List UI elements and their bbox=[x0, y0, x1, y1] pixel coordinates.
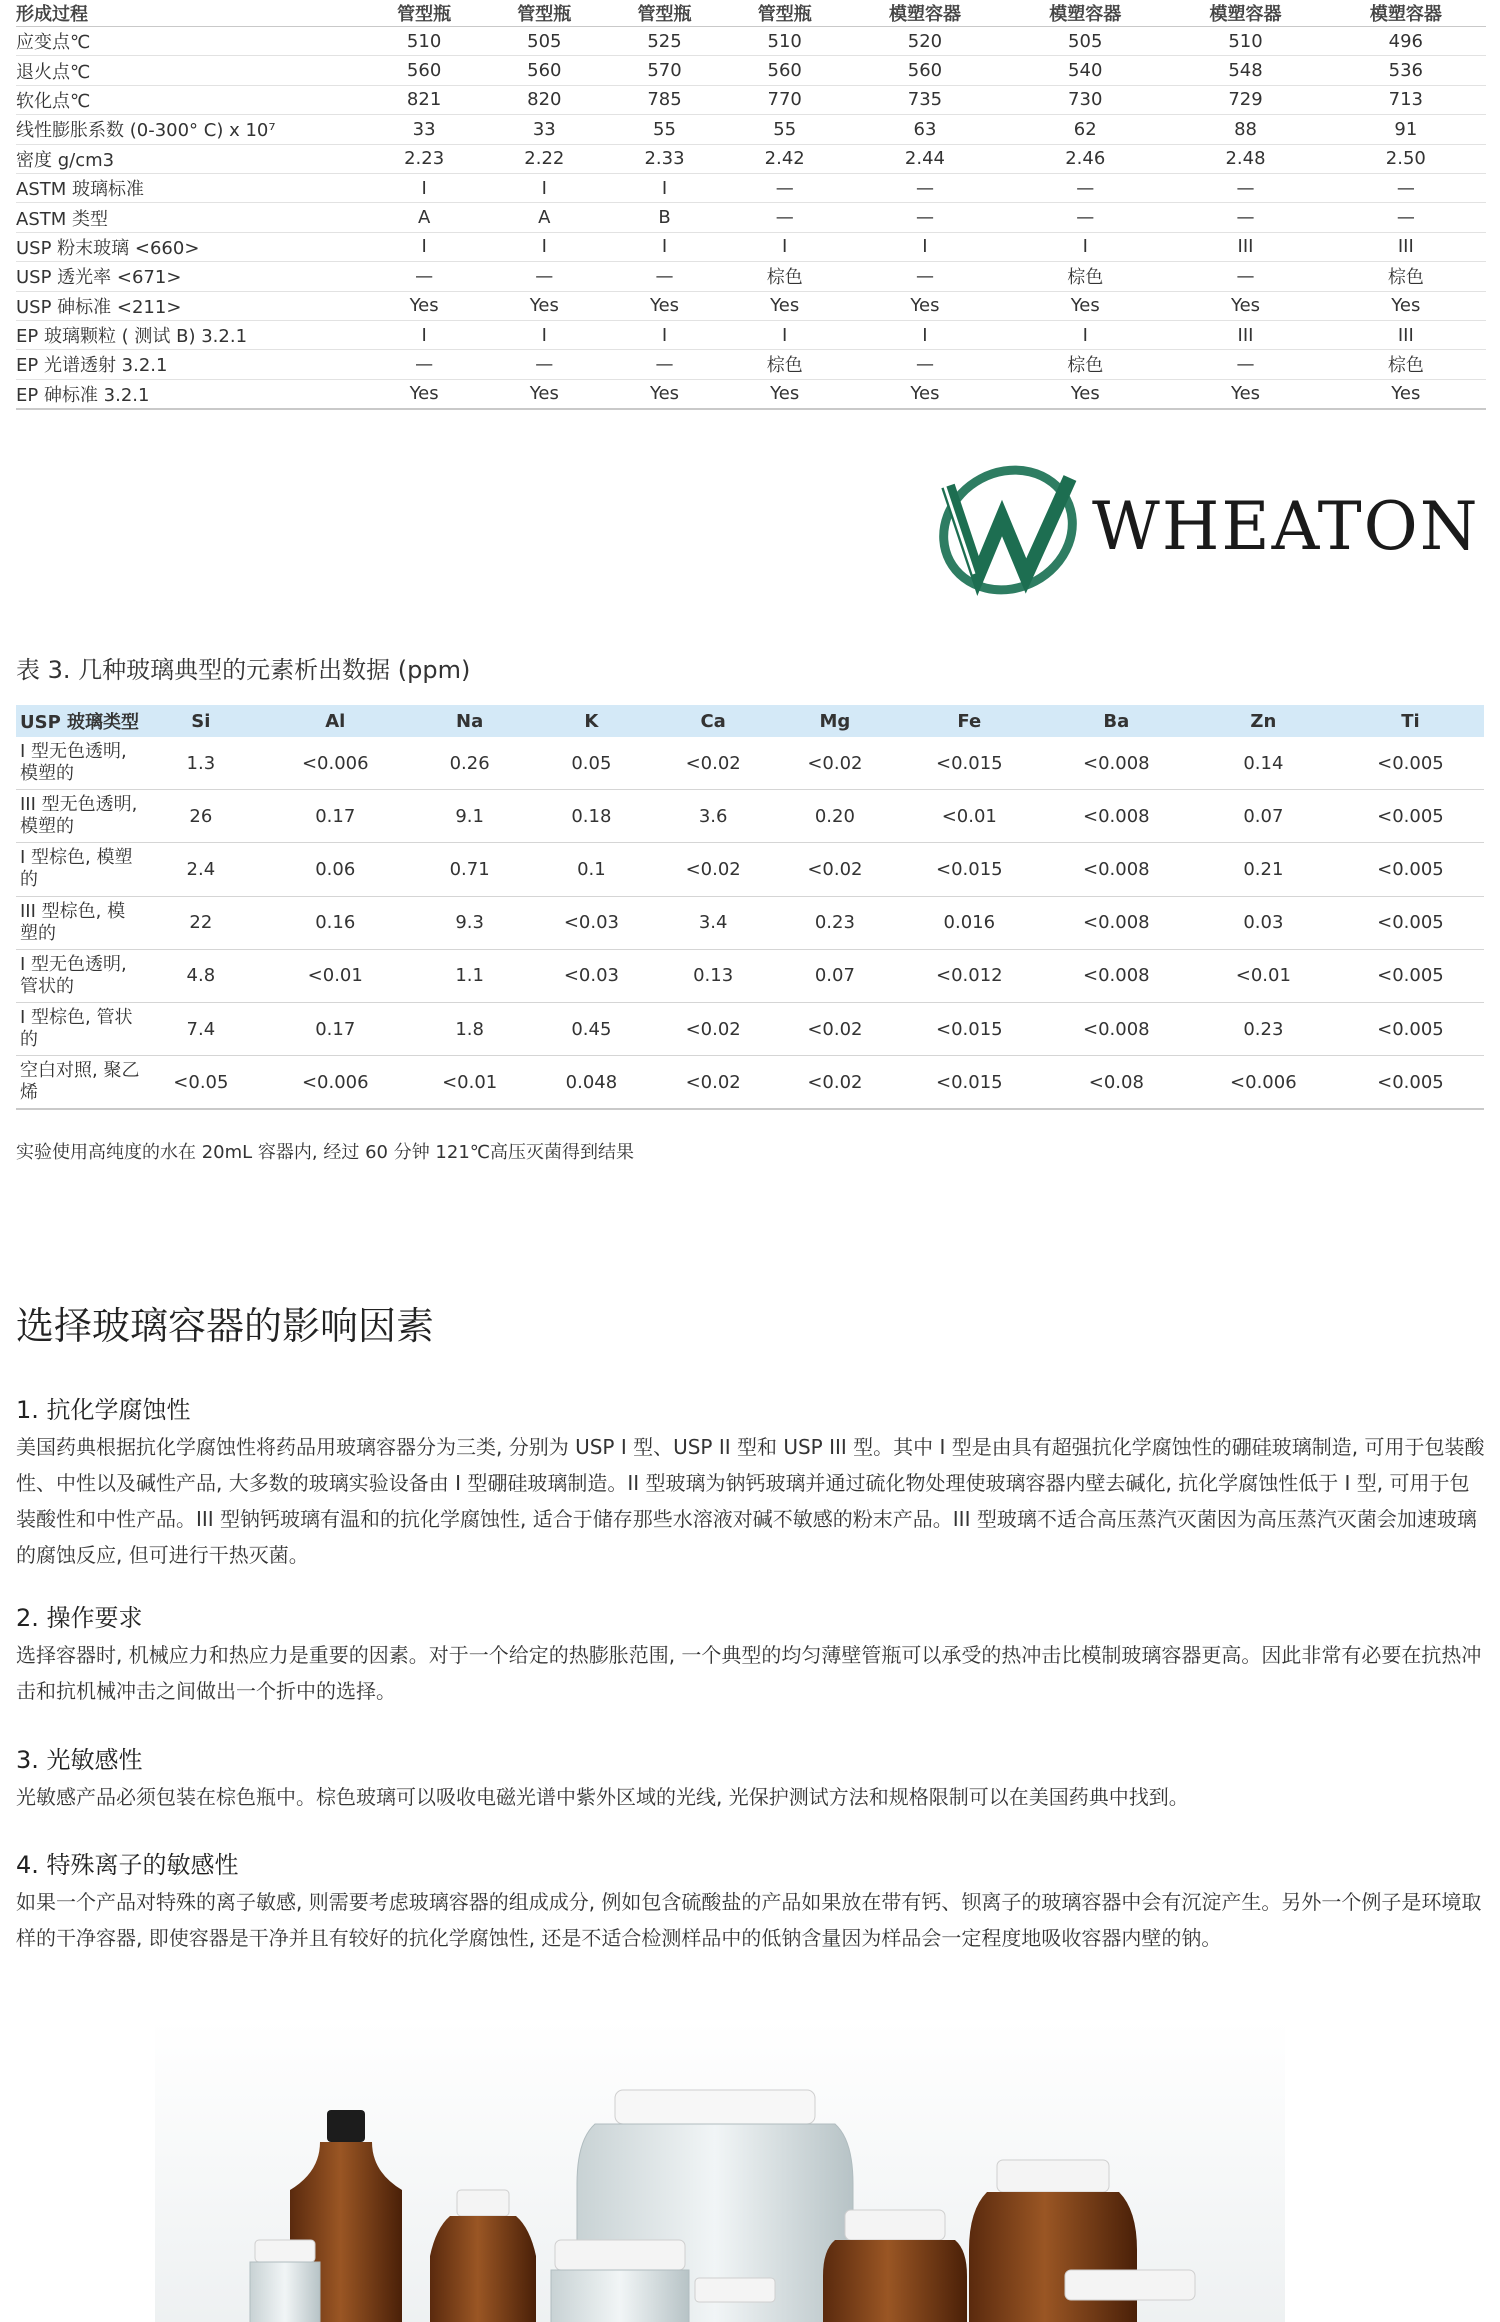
table-cell: 棕色 bbox=[1005, 350, 1165, 379]
row-label: 线性膨胀系数 (0-300° C) x 10⁷ bbox=[16, 115, 364, 144]
table-cell: — bbox=[364, 350, 484, 379]
table-cell: I bbox=[1005, 232, 1165, 261]
table-cell: <0.008 bbox=[1043, 1002, 1190, 1055]
factor-heading: 1. 抗化学腐蚀性 bbox=[16, 1396, 191, 1424]
table-cell: — bbox=[845, 203, 1005, 232]
wheaton-logo-mark-icon bbox=[930, 458, 1080, 598]
table-cell: <0.05 bbox=[140, 1056, 262, 1110]
table-cell: 0.21 bbox=[1190, 843, 1337, 896]
table-cell: — bbox=[604, 350, 724, 379]
table-cell: 548 bbox=[1165, 56, 1325, 85]
table-cell: <0.006 bbox=[262, 737, 409, 790]
table-cell: 55 bbox=[604, 115, 724, 144]
table3-note: 实验使用高纯度的水在 20mL 容器内, 经过 60 分钟 121℃高压灭菌得到结果 bbox=[16, 1142, 634, 1163]
table-cell: 510 bbox=[1165, 27, 1325, 56]
factor-body: 如果一个产品对特殊的离子敏感, 则需要考虑玻璃容器的组成成分, 例如包含硫酸盐的产品如果放在带有钙、钡离子的玻璃容器中会有沉淀产生。另外一个例子是环境取样的干净容器, 即使容器是干净并且有较好的抗化学腐蚀性, 还是不适合检测样品中的低钠含量因为样品会一定程度地吸收容器内壁的钠。 bbox=[16, 1890, 1482, 1950]
table-cell: 7.4 bbox=[140, 1002, 262, 1055]
table-row bbox=[16, 262, 1486, 291]
table-cell: <0.08 bbox=[1043, 1056, 1190, 1110]
table-cell: <0.02 bbox=[652, 1056, 774, 1110]
table-cell: 0.05 bbox=[531, 737, 653, 790]
table-cell: A bbox=[484, 203, 604, 232]
table-cell: 505 bbox=[484, 27, 604, 56]
table-cell: 1.3 bbox=[140, 737, 262, 790]
table-cell: — bbox=[1326, 173, 1486, 202]
table-cell: <0.015 bbox=[896, 737, 1043, 790]
table-cell: 496 bbox=[1326, 27, 1486, 56]
table-row bbox=[16, 144, 1486, 173]
table-cell: — bbox=[1005, 203, 1165, 232]
table-cell: Yes bbox=[364, 291, 484, 320]
table-cell: <0.005 bbox=[1337, 790, 1484, 843]
table-cell: 785 bbox=[604, 85, 724, 114]
table-cell: I bbox=[604, 320, 724, 349]
table-cell: I bbox=[725, 320, 845, 349]
table-cell: <0.03 bbox=[531, 896, 653, 949]
row-label: III 型无色透明, 模塑的 bbox=[16, 790, 140, 843]
table-cell: 0.45 bbox=[531, 1002, 653, 1055]
column-header: 管型瓶 bbox=[725, 0, 845, 27]
factor-heading: 2. 操作要求 bbox=[16, 1604, 143, 1632]
table-cell: I bbox=[484, 173, 604, 202]
table-cell: 560 bbox=[364, 56, 484, 85]
table-cell: — bbox=[725, 203, 845, 232]
column-header-element: Al bbox=[262, 705, 409, 737]
row-label: USP 粉末玻璃 <660> bbox=[16, 232, 364, 261]
table-cell: <0.01 bbox=[1190, 949, 1337, 1002]
column-header-property: 形成过程 bbox=[16, 0, 364, 27]
table-cell: <0.008 bbox=[1043, 896, 1190, 949]
table-cell: 2.48 bbox=[1165, 144, 1325, 173]
table-cell: 2.33 bbox=[604, 144, 724, 173]
row-label: USP 砷标准 <211> bbox=[16, 291, 364, 320]
table-cell: 33 bbox=[364, 115, 484, 144]
table-cell: 0.17 bbox=[262, 1002, 409, 1055]
table-cell: Yes bbox=[1005, 291, 1165, 320]
table-cell: 505 bbox=[1005, 27, 1165, 56]
table-cell: <0.01 bbox=[896, 790, 1043, 843]
row-label: 退火点℃ bbox=[16, 56, 364, 85]
table-cell: 2.22 bbox=[484, 144, 604, 173]
row-label: 密度 g/cm3 bbox=[16, 144, 364, 173]
table-cell: 0.17 bbox=[262, 790, 409, 843]
glass-properties-body bbox=[16, 27, 1486, 410]
table-row bbox=[16, 27, 1486, 56]
element-extraction-header bbox=[16, 705, 1484, 737]
table-cell: <0.02 bbox=[652, 843, 774, 896]
table-row bbox=[16, 85, 1486, 114]
table-cell: III bbox=[1326, 320, 1486, 349]
row-label: III 型棕色, 模塑的 bbox=[16, 896, 140, 949]
table-cell: 510 bbox=[364, 27, 484, 56]
factor-ion-sensitivity bbox=[16, 1845, 1486, 1956]
glass-properties-header bbox=[16, 0, 1486, 27]
table-cell: Yes bbox=[1326, 291, 1486, 320]
table-cell: I bbox=[604, 173, 724, 202]
table-cell: Yes bbox=[1326, 379, 1486, 409]
table-cell: Yes bbox=[604, 379, 724, 409]
table-cell: 1.8 bbox=[409, 1002, 531, 1055]
table-cell: 55 bbox=[725, 115, 845, 144]
table-cell: 560 bbox=[845, 56, 1005, 85]
table-cell: 0.18 bbox=[531, 790, 653, 843]
table-cell: I bbox=[845, 232, 1005, 261]
table-cell: 510 bbox=[725, 27, 845, 56]
column-header-element: Ca bbox=[652, 705, 774, 737]
table-cell: — bbox=[725, 173, 845, 202]
table-row bbox=[16, 173, 1486, 202]
clear-jar-left bbox=[250, 2240, 320, 2322]
table-cell: 22 bbox=[140, 896, 262, 949]
row-label: I 型无色透明, 模塑的 bbox=[16, 737, 140, 790]
table-cell: I bbox=[364, 232, 484, 261]
table-cell: 棕色 bbox=[1326, 262, 1486, 291]
table-cell: — bbox=[845, 173, 1005, 202]
table-cell: 3.6 bbox=[652, 790, 774, 843]
bottles-illustration bbox=[155, 2020, 1285, 2322]
table-cell: 729 bbox=[1165, 85, 1325, 114]
table-cell: — bbox=[845, 262, 1005, 291]
column-header: 管型瓶 bbox=[364, 0, 484, 27]
table-cell: <0.02 bbox=[774, 843, 896, 896]
table-cell: 0.07 bbox=[1190, 790, 1337, 843]
table-cell: Yes bbox=[364, 379, 484, 409]
table-cell: — bbox=[364, 262, 484, 291]
table-cell: 570 bbox=[604, 56, 724, 85]
row-label: ASTM 类型 bbox=[16, 203, 364, 232]
table-cell: <0.008 bbox=[1043, 790, 1190, 843]
row-label: I 型无色透明, 管状的 bbox=[16, 949, 140, 1002]
table-cell: 540 bbox=[1005, 56, 1165, 85]
table-cell: — bbox=[604, 262, 724, 291]
table-cell: 2.42 bbox=[725, 144, 845, 173]
table-cell: 91 bbox=[1326, 115, 1486, 144]
table-cell: 713 bbox=[1326, 85, 1486, 114]
table-cell: — bbox=[1326, 203, 1486, 232]
table-cell: <0.005 bbox=[1337, 1002, 1484, 1055]
column-header-element: K bbox=[531, 705, 653, 737]
table-cell: — bbox=[484, 350, 604, 379]
table-cell: 63 bbox=[845, 115, 1005, 144]
table-row bbox=[16, 320, 1486, 349]
table-cell: Yes bbox=[845, 379, 1005, 409]
column-header: 管型瓶 bbox=[604, 0, 724, 27]
table-cell: 0.71 bbox=[409, 843, 531, 896]
table-cell: 2.44 bbox=[845, 144, 1005, 173]
row-label: 应变点℃ bbox=[16, 27, 364, 56]
table-row bbox=[16, 115, 1486, 144]
table-cell: 0.14 bbox=[1190, 737, 1337, 790]
table-row bbox=[16, 1002, 1484, 1055]
table-cell: — bbox=[1005, 173, 1165, 202]
table-cell: 3.4 bbox=[652, 896, 774, 949]
table-cell: Yes bbox=[484, 379, 604, 409]
table-cell: 560 bbox=[725, 56, 845, 85]
table-cell: <0.015 bbox=[896, 1056, 1043, 1110]
column-header-element: Zn bbox=[1190, 705, 1337, 737]
table-cell: A bbox=[364, 203, 484, 232]
table-cell: 棕色 bbox=[1005, 262, 1165, 291]
table-cell: — bbox=[1165, 173, 1325, 202]
table-cell: 33 bbox=[484, 115, 604, 144]
table-cell: <0.005 bbox=[1337, 737, 1484, 790]
row-label: 软化点℃ bbox=[16, 85, 364, 114]
table-cell: B bbox=[604, 203, 724, 232]
element-extraction-body bbox=[16, 737, 1484, 1109]
table-cell: — bbox=[1165, 203, 1325, 232]
table-cell: — bbox=[845, 350, 1005, 379]
table-cell: I bbox=[845, 320, 1005, 349]
table-cell: <0.01 bbox=[409, 1056, 531, 1110]
row-label: EP 光谱透射 3.2.1 bbox=[16, 350, 364, 379]
wheaton-logo bbox=[930, 458, 1480, 598]
table-cell: 0.13 bbox=[652, 949, 774, 1002]
table-cell: 4.8 bbox=[140, 949, 262, 1002]
table-cell: 735 bbox=[845, 85, 1005, 114]
table-cell: 0.06 bbox=[262, 843, 409, 896]
factor-body: 选择容器时, 机械应力和热应力是重要的因素。对于一个给定的热膨胀范围, 一个典型的均匀薄壁管瓶可以承受的热冲击比模制玻璃容器更高。因此非常有必要在抗热冲击和抗机械冲击之间做出一个折中的选择。 bbox=[16, 1643, 1482, 1703]
row-label: 空白对照, 聚乙烯 bbox=[16, 1056, 140, 1110]
table-cell: <0.008 bbox=[1043, 843, 1190, 896]
table-row bbox=[16, 737, 1484, 790]
table-cell: Yes bbox=[604, 291, 724, 320]
table-row bbox=[16, 350, 1486, 379]
table-cell: Yes bbox=[725, 291, 845, 320]
table-cell: 2.4 bbox=[140, 843, 262, 896]
table-cell: 2.23 bbox=[364, 144, 484, 173]
table-cell: I bbox=[364, 320, 484, 349]
column-header-element: Ba bbox=[1043, 705, 1190, 737]
table-cell: 770 bbox=[725, 85, 845, 114]
table-cell: 棕色 bbox=[1326, 350, 1486, 379]
table-cell: — bbox=[1165, 350, 1325, 379]
table-cell: Yes bbox=[1165, 291, 1325, 320]
column-header: 模塑容器 bbox=[1326, 0, 1486, 27]
column-header-element: Ti bbox=[1337, 705, 1484, 737]
column-header: 管型瓶 bbox=[484, 0, 604, 27]
row-label: I 型棕色, 管状的 bbox=[16, 1002, 140, 1055]
table-cell: 棕色 bbox=[725, 350, 845, 379]
table3-caption: 表 3. 几种玻璃典型的元素析出数据 (ppm) bbox=[16, 656, 471, 684]
table-cell: Yes bbox=[484, 291, 604, 320]
table-cell: 9.3 bbox=[409, 896, 531, 949]
table-cell: Yes bbox=[725, 379, 845, 409]
table-cell: Yes bbox=[845, 291, 1005, 320]
table-cell: 525 bbox=[604, 27, 724, 56]
table-cell: Yes bbox=[1165, 379, 1325, 409]
table-cell: 821 bbox=[364, 85, 484, 114]
table-cell: <0.012 bbox=[896, 949, 1043, 1002]
table-cell: 820 bbox=[484, 85, 604, 114]
table-cell: 520 bbox=[845, 27, 1005, 56]
factor-body: 光敏感产品必须包装在棕色瓶中。棕色玻璃可以吸收电磁光谱中紫外区域的光线, 光保护测试方法和规格限制可以在美国药典中找到。 bbox=[16, 1785, 1189, 1809]
table-cell: <0.02 bbox=[774, 737, 896, 790]
column-header-element: Si bbox=[140, 705, 262, 737]
table-cell: 0.20 bbox=[774, 790, 896, 843]
table-cell: Yes bbox=[1005, 379, 1165, 409]
column-header: 模塑容器 bbox=[845, 0, 1005, 27]
table-row bbox=[16, 896, 1484, 949]
table-cell: <0.005 bbox=[1337, 843, 1484, 896]
table-cell: 0.16 bbox=[262, 896, 409, 949]
factor-handling bbox=[16, 1598, 1486, 1709]
table-cell: I bbox=[364, 173, 484, 202]
column-header: 模塑容器 bbox=[1165, 0, 1325, 27]
table-cell: 560 bbox=[484, 56, 604, 85]
table-cell: <0.006 bbox=[262, 1056, 409, 1110]
table-row bbox=[16, 843, 1484, 896]
row-label: ASTM 玻璃标准 bbox=[16, 173, 364, 202]
table-cell: — bbox=[1165, 262, 1325, 291]
table-cell: 88 bbox=[1165, 115, 1325, 144]
factor-chemical-resistance bbox=[16, 1390, 1486, 1573]
table-cell: 0.23 bbox=[774, 896, 896, 949]
wheaton-logo-text: WHEATON bbox=[1092, 488, 1480, 565]
table-row bbox=[16, 291, 1486, 320]
table-cell: I bbox=[484, 320, 604, 349]
factor-body: 美国药典根据抗化学腐蚀性将药品用玻璃容器分为三类, 分别为 USP I 型、USP II 型和 USP III 型。其中 I 型是由具有超强抗化学腐蚀性的硼硅玻璃制造, 可用于包装酸性、中性以及碱性产品, 大多数的玻璃实验设备由 I 型硼硅玻璃制造。II 型玻璃为钠钙玻璃并通过硫化物处理使玻璃容器内壁去碱化, 抗化学腐蚀性低于 I 型, 可用于包装酸性和中性产品。III 型钠钙玻璃有温和的抗化学腐蚀性, 适合于储存那些水溶液对碱不敏感的粉末产品。III 型玻璃不适合高压蒸汽灭菌因为高压蒸汽灭菌会加速玻璃的腐蚀反应, 但可进行干热灭菌。 bbox=[16, 1435, 1485, 1567]
table-cell: III bbox=[1326, 232, 1486, 261]
table-cell: 536 bbox=[1326, 56, 1486, 85]
table-cell: <0.005 bbox=[1337, 1056, 1484, 1110]
table-cell: 730 bbox=[1005, 85, 1165, 114]
table-cell: <0.02 bbox=[774, 1002, 896, 1055]
clear-jar-small bbox=[551, 2240, 689, 2322]
amber-jar-wide bbox=[823, 2210, 967, 2322]
table-cell: I bbox=[725, 232, 845, 261]
table-row bbox=[16, 379, 1486, 409]
table-row bbox=[16, 203, 1486, 232]
table-cell: I bbox=[484, 232, 604, 261]
table-cell: I bbox=[1005, 320, 1165, 349]
section-title: 选择玻璃容器的影响因素 bbox=[16, 1304, 435, 1348]
table-cell: 0.048 bbox=[531, 1056, 653, 1110]
column-header: 模塑容器 bbox=[1005, 0, 1165, 27]
column-header-element: Mg bbox=[774, 705, 896, 737]
row-label: EP 砷标准 3.2.1 bbox=[16, 379, 364, 409]
table-cell: — bbox=[484, 262, 604, 291]
table-cell: <0.02 bbox=[774, 1056, 896, 1110]
table-cell: I bbox=[604, 232, 724, 261]
table-cell: 0.07 bbox=[774, 949, 896, 1002]
table-cell: 9.1 bbox=[409, 790, 531, 843]
table-cell: <0.008 bbox=[1043, 949, 1190, 1002]
table-cell: 0.03 bbox=[1190, 896, 1337, 949]
table-cell: <0.02 bbox=[652, 1002, 774, 1055]
table-cell: <0.03 bbox=[531, 949, 653, 1002]
column-header-element: Na bbox=[409, 705, 531, 737]
glass-bottles-photo bbox=[155, 2020, 1285, 2322]
table-cell: 0.23 bbox=[1190, 1002, 1337, 1055]
table-cell: <0.005 bbox=[1337, 949, 1484, 1002]
table-cell: 26 bbox=[140, 790, 262, 843]
table-cell: <0.02 bbox=[652, 737, 774, 790]
table-row bbox=[16, 1056, 1484, 1110]
table-cell: 0.26 bbox=[409, 737, 531, 790]
row-label: I 型棕色, 模塑的 bbox=[16, 843, 140, 896]
table-cell: <0.005 bbox=[1337, 896, 1484, 949]
table-cell: <0.015 bbox=[896, 843, 1043, 896]
table-row bbox=[16, 790, 1484, 843]
table-row bbox=[16, 56, 1486, 85]
factor-heading: 3. 光敏感性 bbox=[16, 1746, 143, 1774]
table-cell: 2.46 bbox=[1005, 144, 1165, 173]
table-cell: <0.01 bbox=[262, 949, 409, 1002]
table-cell: 2.50 bbox=[1326, 144, 1486, 173]
table-cell: <0.006 bbox=[1190, 1056, 1337, 1110]
table-cell: 棕色 bbox=[725, 262, 845, 291]
row-label: USP 透光率 <671> bbox=[16, 262, 364, 291]
table-cell: 1.1 bbox=[409, 949, 531, 1002]
table-cell: <0.015 bbox=[896, 1002, 1043, 1055]
element-extraction-table bbox=[16, 705, 1484, 1110]
table-row bbox=[16, 949, 1484, 1002]
glass-properties-table bbox=[16, 0, 1486, 410]
table-cell: 0.016 bbox=[896, 896, 1043, 949]
row-label: EP 玻璃颗粒 ( 测试 B) 3.2.1 bbox=[16, 320, 364, 349]
table-cell: 62 bbox=[1005, 115, 1165, 144]
table-cell: 0.1 bbox=[531, 843, 653, 896]
column-header-element: Fe bbox=[896, 705, 1043, 737]
table-row bbox=[16, 232, 1486, 261]
table-cell: III bbox=[1165, 320, 1325, 349]
table-cell: III bbox=[1165, 232, 1325, 261]
factor-light-sensitivity bbox=[16, 1740, 1486, 1815]
factor-heading: 4. 特殊离子的敏感性 bbox=[16, 1851, 239, 1879]
column-header-glass-type: USP 玻璃类型 bbox=[16, 705, 140, 737]
table-cell: <0.008 bbox=[1043, 737, 1190, 790]
